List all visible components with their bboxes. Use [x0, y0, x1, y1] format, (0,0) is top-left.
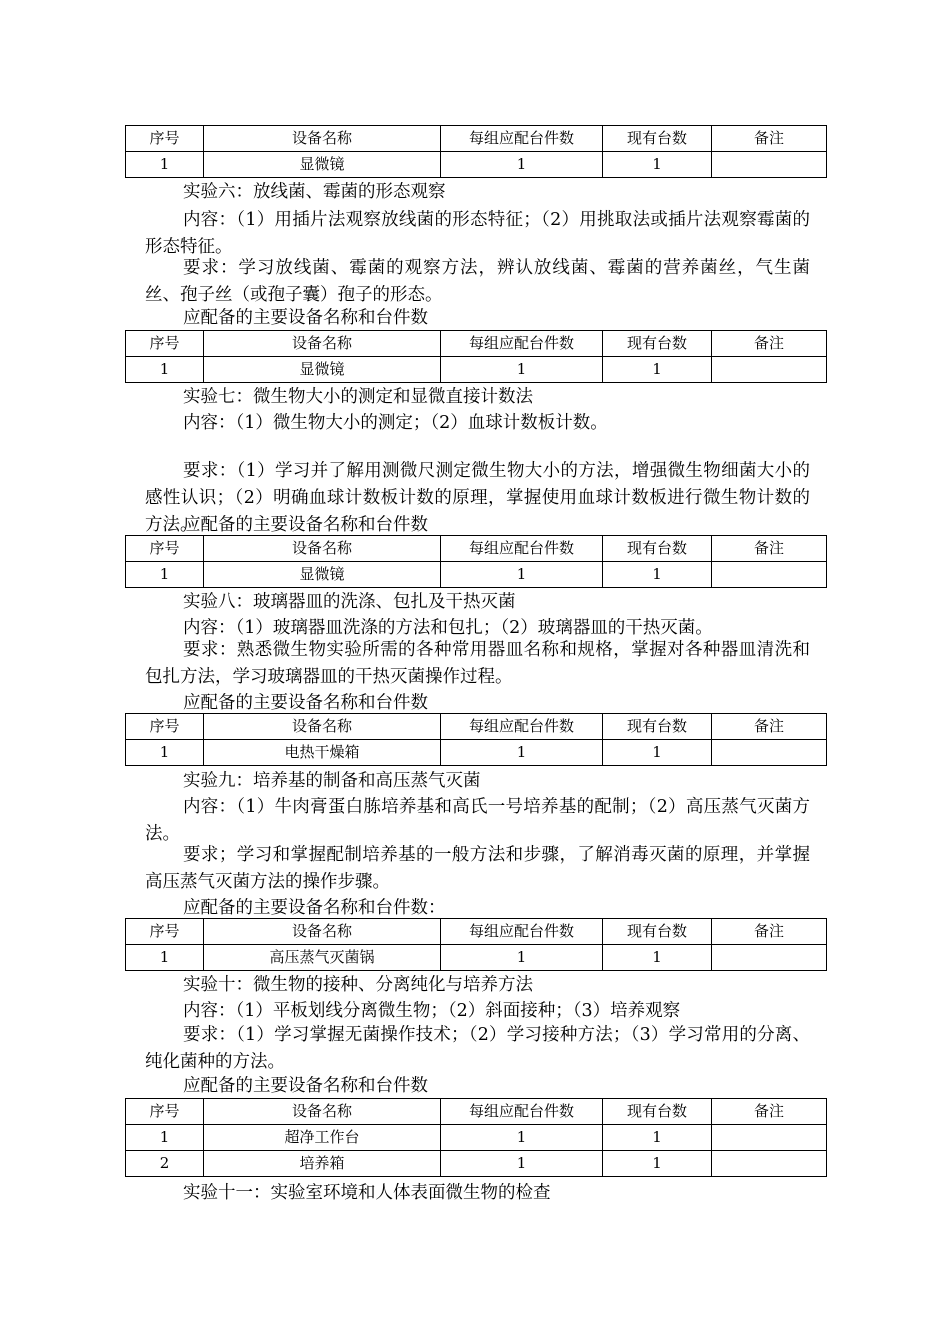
table-cell: 1 [603, 152, 712, 178]
header-cell: 备注 [712, 1099, 827, 1125]
table-cell: 1 [126, 357, 204, 383]
table-cell: 1 [126, 740, 204, 766]
equipment-table [125, 713, 827, 766]
paragraph: 要求：（1）学习并了解用测微尺测定微生物大小的方法，增强微生物细菌大小的感性认识；（2）明确血球计数板计数的原理，掌握使用血球计数板进行微生物计数的方法。 [145, 461, 810, 535]
header-cell: 备注 [712, 714, 827, 740]
table-cell: 1 [126, 152, 204, 178]
equipment-table [125, 125, 827, 178]
table-row [126, 357, 827, 383]
header-cell: 序号 [126, 536, 204, 562]
table-cell: 电热干燥箱 [204, 740, 441, 766]
equipment-table [125, 330, 827, 383]
paragraph: 应配备的主要设备名称和台件数 [183, 1076, 428, 1096]
table-header-row [126, 536, 827, 562]
paragraph: 内容：（1）玻璃器皿洗涤的方法和包扎；（2）玻璃器皿的干热灭菌。 [183, 618, 713, 638]
table-row [126, 152, 827, 178]
table-cell [712, 1125, 827, 1151]
table-cell: 1 [603, 1151, 712, 1177]
paragraph: 实验十：微生物的接种、分离纯化与培养方法 [183, 975, 533, 995]
table-cell: 超净工作台 [204, 1125, 441, 1151]
equipment-table [125, 535, 827, 588]
table-header-row [126, 1099, 827, 1125]
header-cell: 每组应配台件数 [441, 331, 603, 357]
equipment-table [125, 918, 827, 971]
table-cell: 1 [126, 1125, 204, 1151]
header-cell: 每组应配台件数 [441, 714, 603, 740]
table-cell: 1 [441, 562, 603, 588]
header-cell: 现有台数 [603, 714, 712, 740]
header-cell: 设备名称 [204, 714, 441, 740]
header-cell: 现有台数 [603, 536, 712, 562]
header-cell: 设备名称 [204, 126, 441, 152]
table-cell: 1 [126, 562, 204, 588]
table-row [126, 1125, 827, 1151]
table-row [126, 945, 827, 971]
table-header-row [126, 714, 827, 740]
table-cell [712, 945, 827, 971]
header-cell: 现有台数 [603, 331, 712, 357]
table-cell: 1 [126, 945, 204, 971]
table-cell: 1 [441, 740, 603, 766]
table-cell [712, 740, 827, 766]
table-cell: 1 [441, 1125, 603, 1151]
table-header-row [126, 919, 827, 945]
header-cell: 每组应配台件数 [441, 536, 603, 562]
table-cell [712, 562, 827, 588]
table-cell: 显微镜 [204, 357, 441, 383]
table-header-row [126, 126, 827, 152]
table-row [126, 562, 827, 588]
table-cell: 1 [603, 945, 712, 971]
paragraph: 应配备的主要设备名称和台件数 [183, 308, 428, 328]
table-cell [712, 357, 827, 383]
paragraph: 内容：（1）微生物大小的测定；（2）血球计数板计数。 [183, 413, 608, 433]
table-cell: 1 [603, 562, 712, 588]
paragraph: 要求：熟悉微生物实验所需的各种常用器皿名称和规格，掌握对各种器皿清洗和包扎方法，学习玻璃器皿的干热灭菌操作过程。 [145, 640, 810, 687]
table-cell: 1 [603, 740, 712, 766]
table-cell: 1 [603, 357, 712, 383]
paragraph: 实验八：玻璃器皿的洗涤、包扎及干热灭菌 [183, 592, 516, 612]
table-cell [712, 1151, 827, 1177]
header-cell: 每组应配台件数 [441, 126, 603, 152]
header-cell: 序号 [126, 1099, 204, 1125]
paragraph: 实验七：微生物大小的测定和显微直接计数法 [183, 387, 533, 407]
paragraph: 实验十一：实验室环境和人体表面微生物的检查 [183, 1183, 551, 1203]
table-cell: 1 [441, 152, 603, 178]
table-cell: 显微镜 [204, 152, 441, 178]
header-cell: 设备名称 [204, 331, 441, 357]
table-cell: 1 [441, 945, 603, 971]
table-cell: 培养箱 [204, 1151, 441, 1177]
paragraph: 要求：（1）学习掌握无菌操作技术；（2）学习接种方法；（3）学习常用的分离、纯化菌种的方法。 [145, 1025, 810, 1072]
header-cell: 现有台数 [603, 919, 712, 945]
paragraph: 实验九：培养基的制备和高压蒸气灭菌 [183, 771, 481, 791]
header-cell: 设备名称 [204, 1099, 441, 1125]
header-cell: 备注 [712, 331, 827, 357]
table-row [126, 1151, 827, 1177]
header-cell: 备注 [712, 919, 827, 945]
paragraph: 应配备的主要设备名称和台件数 [183, 515, 428, 535]
paragraph: 应配备的主要设备名称和台件数 [183, 693, 428, 713]
header-cell: 设备名称 [204, 536, 441, 562]
table-cell: 1 [441, 1151, 603, 1177]
equipment-table [125, 1098, 827, 1177]
paragraph: 内容：（1）用插片法观察放线菌的形态特征；（2）用挑取法或插片法观察霉菌的形态特征。 [145, 210, 810, 257]
paragraph: 要求：学习放线菌、霉菌的观察方法，辨认放线菌、霉菌的营养菌丝，气生菌丝、孢子丝（或孢子囊）孢子的形态。 [145, 258, 810, 305]
header-cell: 序号 [126, 126, 204, 152]
table-cell: 高压蒸气灭菌锅 [204, 945, 441, 971]
paragraph: 内容：（1）平板划线分离微生物；（2）斜面接种；（3）培养观察 [183, 1001, 681, 1021]
table-cell: 1 [603, 1125, 712, 1151]
header-cell: 备注 [712, 126, 827, 152]
table-cell: 2 [126, 1151, 204, 1177]
header-cell: 现有台数 [603, 126, 712, 152]
header-cell: 序号 [126, 714, 204, 740]
paragraph: 实验六：放线菌、霉菌的形态观察 [183, 182, 446, 202]
header-cell: 每组应配台件数 [441, 919, 603, 945]
paragraph: 内容：（1）牛肉膏蛋白胨培养基和高氏一号培养基的配制；（2）高压蒸气灭菌方法。 [145, 797, 810, 844]
header-cell: 设备名称 [204, 919, 441, 945]
header-cell: 序号 [126, 331, 204, 357]
table-row [126, 740, 827, 766]
header-cell: 每组应配台件数 [441, 1099, 603, 1125]
table-cell: 1 [441, 357, 603, 383]
table-cell [712, 152, 827, 178]
table-cell: 显微镜 [204, 562, 441, 588]
paragraph: 要求；学习和掌握配制培养基的一般方法和步骤，了解消毒灭菌的原理，并掌握高压蒸气灭菌方法的操作步骤。 [145, 845, 810, 892]
table-header-row [126, 331, 827, 357]
paragraph: 应配备的主要设备名称和台件数： [183, 898, 446, 918]
header-cell: 现有台数 [603, 1099, 712, 1125]
header-cell: 备注 [712, 536, 827, 562]
header-cell: 序号 [126, 919, 204, 945]
